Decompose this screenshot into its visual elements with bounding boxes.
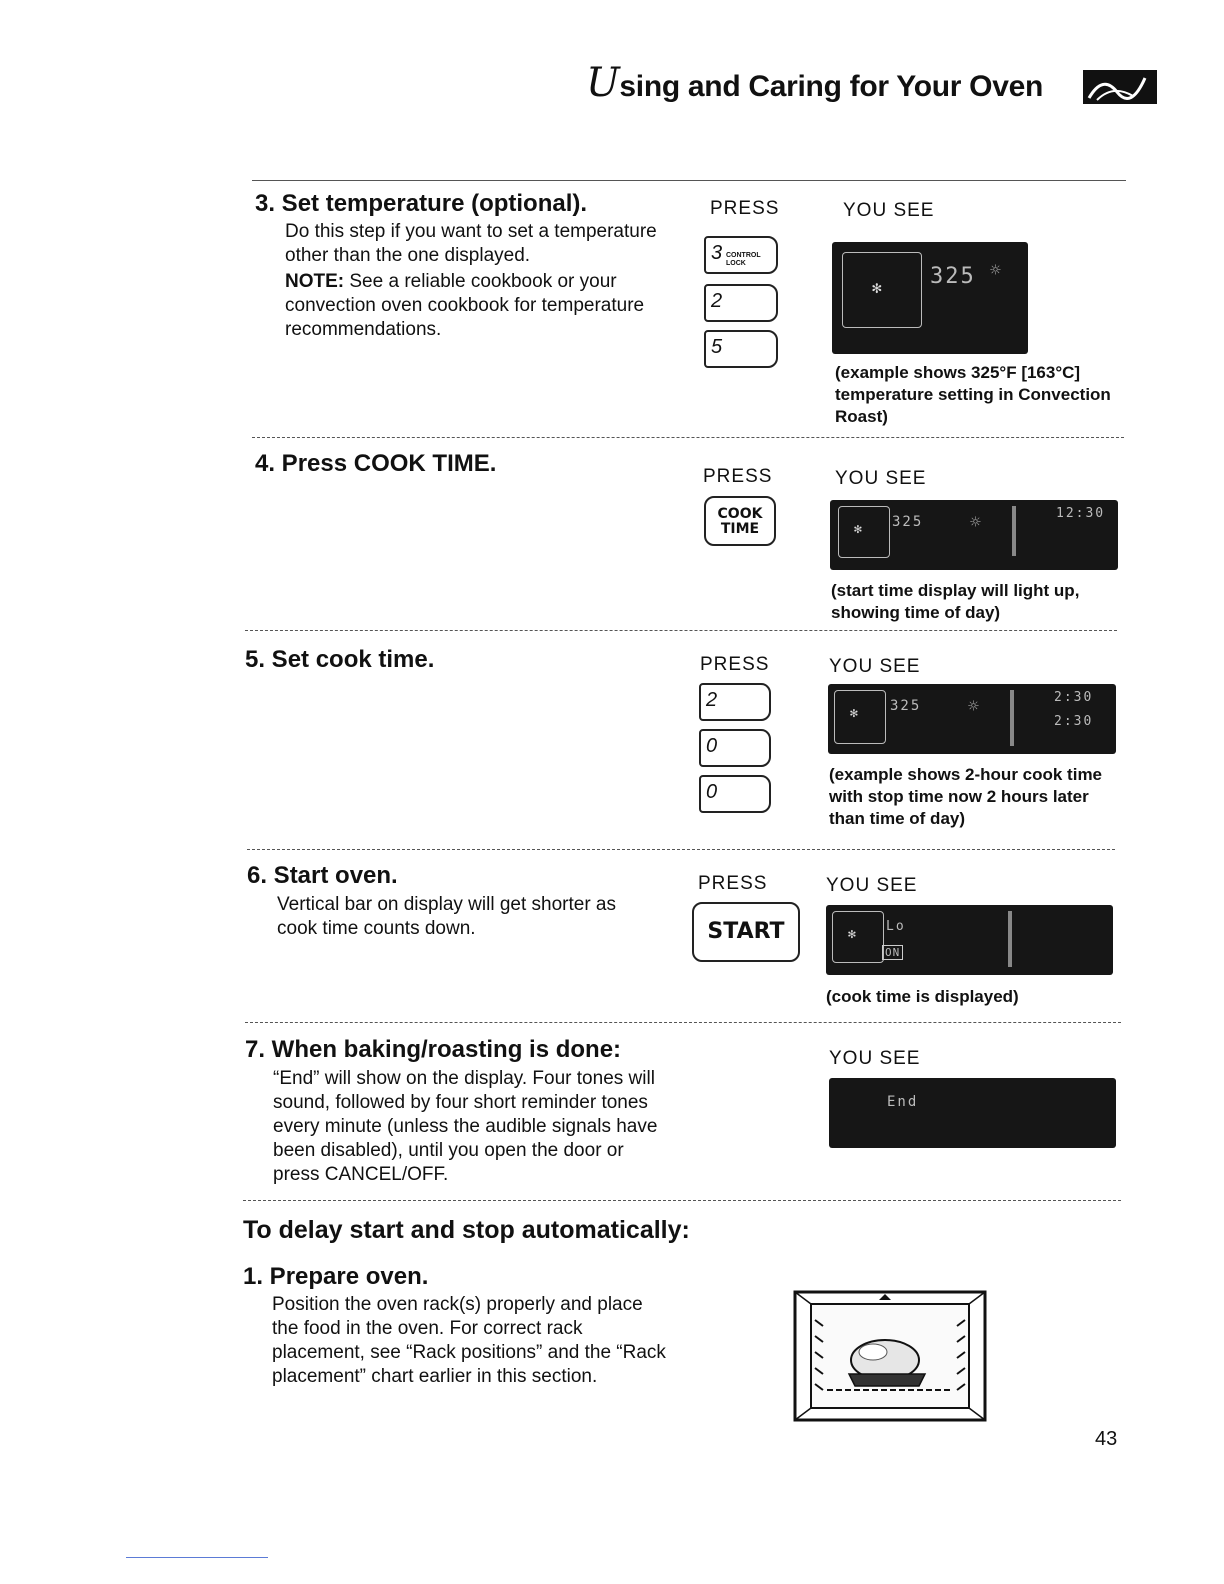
display-lo: Lo (886, 919, 906, 934)
step-3-body: Do this step if you want to set a temperature other than the one displayed. NOTE: See a reliable cookbook or your convection oven cookbook for temperature recommendations. (285, 220, 660, 344)
step-3-title: 3. Set temperature (optional). (255, 190, 588, 217)
divider (245, 630, 1117, 631)
cook-time-bar (1012, 506, 1016, 556)
oven-interior-illustration (793, 1290, 987, 1422)
key-2[interactable]: 2 (704, 284, 778, 322)
prepare-oven-title: 1. Prepare oven. (243, 1263, 429, 1290)
footer-line (126, 1557, 268, 1558)
page-title: Using and Caring for Your Oven (586, 60, 1043, 106)
step-6-title: 6. Start oven. (247, 862, 398, 889)
step-5-caption: (example shows 2-hour cook time with stop time now 2 hours later than time of day) (829, 765, 1103, 828)
fan-icon: ✻ (854, 522, 862, 537)
step-4-caption: (start time display will light up, showing time of day) (831, 581, 1080, 622)
display-temperature: 325 (890, 698, 922, 714)
you-see-label: YOU SEE (826, 875, 918, 896)
convection-frame (832, 911, 884, 963)
press-label: PRESS (703, 466, 773, 487)
fan-icon: ✻ (872, 278, 882, 297)
prepare-oven-body: Position the oven rack(s) properly and place the food in the oven. For correct rack placement, see “Rack positions” and the “Rack placement” chart earlier in this section. (272, 1294, 666, 1387)
step-6-body: Vertical bar on display will get shorter as cook time counts down. (277, 894, 616, 939)
display-temperature: 325 (892, 514, 924, 530)
key-0[interactable]: 0 (699, 729, 771, 767)
step-3-note: NOTE: See a reliable cookbook or your convection oven cookbook for temperature recommendations. (285, 271, 645, 340)
press-label: PRESS (710, 198, 780, 219)
convection-frame (838, 506, 890, 558)
step-7-body: “End” will show on the display. Four tones will sound, followed by four short reminder tones every minute (unless the audible signals have been disabled), until you open the door or press CANCEL/OFF. (273, 1068, 658, 1185)
key-3-control-lock[interactable]: 3 CONTROL LOCK (704, 236, 778, 274)
sun-icon: ☼ (990, 260, 1001, 281)
oven-display-325 (832, 242, 1028, 354)
convection-frame (842, 252, 922, 328)
step-6-caption: (cook time is displayed) (826, 987, 1019, 1006)
oven-display-stop-time (828, 684, 1116, 754)
step-3-caption: (example shows 325°F [163°C] temperature setting in Convection Roast) (835, 363, 1111, 426)
divider (247, 849, 1115, 850)
press-label: PRESS (700, 654, 770, 675)
key-0[interactable]: 0 (699, 775, 771, 813)
divider (252, 180, 1126, 181)
sun-icon: ☼ (968, 696, 979, 717)
sun-icon: ☼ (970, 512, 981, 533)
step-5-title: 5. Set cook time. (245, 646, 435, 673)
divider (243, 1200, 1121, 1201)
key-5[interactable]: 5 (704, 330, 778, 368)
fan-icon: ✻ (848, 927, 856, 942)
display-end: End (887, 1094, 919, 1110)
fan-icon: ✻ (850, 706, 858, 721)
divider (245, 1022, 1121, 1023)
brand-logo (1083, 70, 1157, 104)
display-on-indicator: ON (882, 945, 903, 960)
you-see-label: YOU SEE (829, 1048, 921, 1069)
display-start-time: 2:30 (1054, 690, 1094, 705)
press-label: PRESS (698, 873, 768, 894)
oven-display-cook-time (830, 500, 1118, 570)
divider (252, 437, 1124, 438)
oven-display-started (826, 905, 1113, 975)
cook-time-bar (1010, 690, 1014, 746)
start-button[interactable]: START (692, 902, 800, 962)
convection-frame (834, 690, 886, 744)
display-temperature: 325 (930, 264, 976, 289)
step-7-title: 7. When baking/roasting is done: (245, 1036, 622, 1063)
you-see-label: YOU SEE (829, 656, 921, 677)
display-stop-time: 2:30 (1054, 714, 1094, 729)
page-number: 43 (1095, 1428, 1118, 1450)
cook-time-button[interactable]: COOK TIME (704, 496, 776, 546)
display-time-of-day: 12:30 (1056, 506, 1106, 521)
step-4-title: 4. Press COOK TIME. (255, 450, 497, 477)
you-see-label: YOU SEE (835, 468, 927, 489)
you-see-label: YOU SEE (843, 200, 935, 221)
oven-display-end (829, 1078, 1116, 1148)
cook-time-bar (1008, 911, 1012, 967)
delay-section-heading: To delay start and stop automatically: (243, 1216, 690, 1244)
key-2[interactable]: 2 (699, 683, 771, 721)
